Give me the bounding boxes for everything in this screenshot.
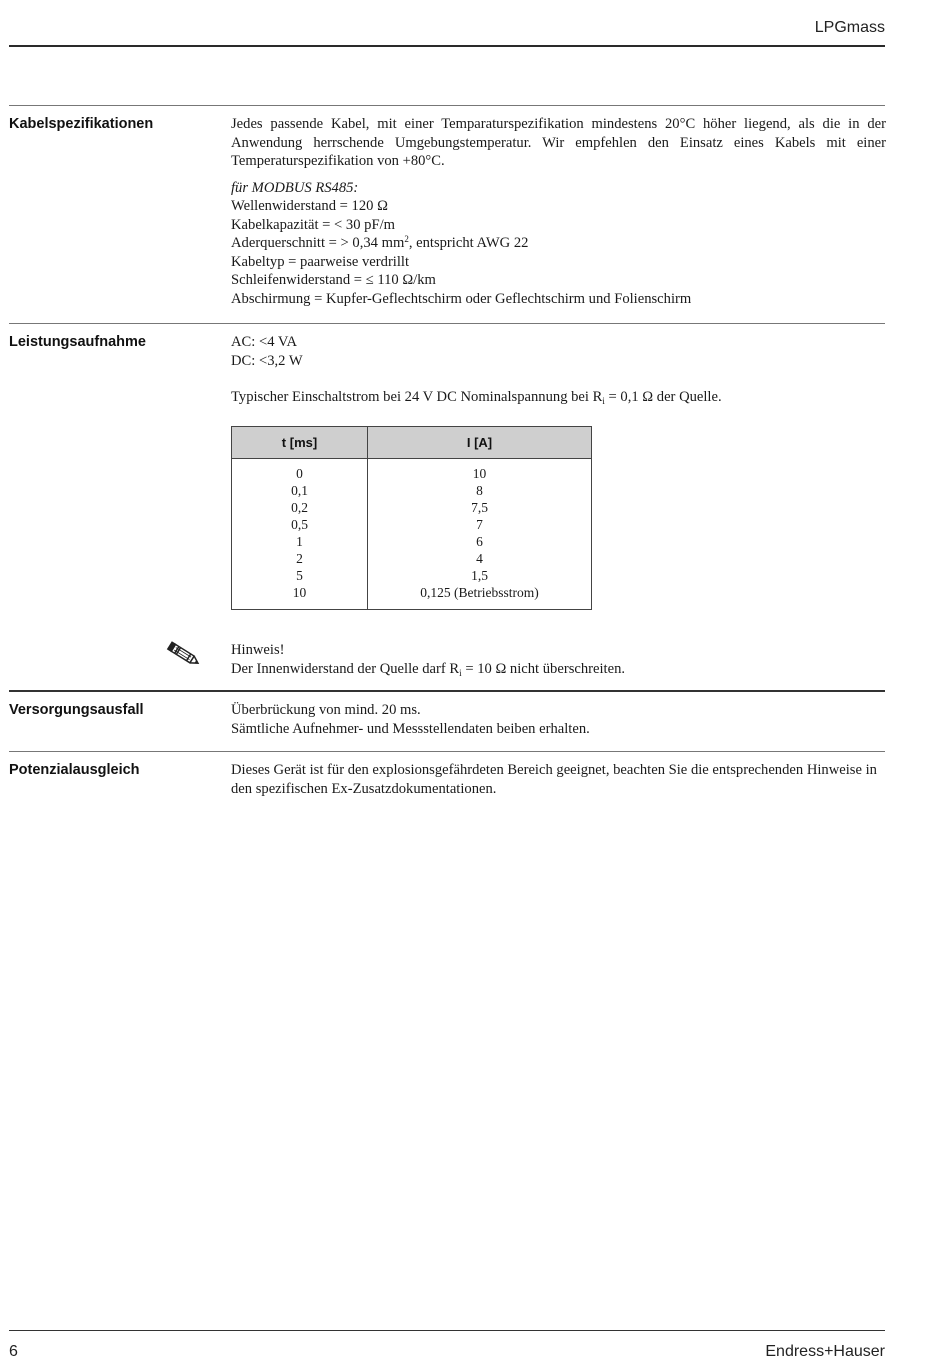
table-cell-current: 8 — [368, 482, 592, 499]
inrush-subscript: i — [602, 396, 605, 406]
table-cell-current: 6 — [368, 533, 592, 550]
inrush-prefix: Typischer Einschaltstrom bei 24 V DC Nominalspannung bei R — [231, 389, 603, 405]
versorgung-section-body — [231, 701, 886, 738]
spec-line-cross-section-suffix: , entspricht AWG 22 — [408, 235, 529, 251]
section-divider — [9, 690, 885, 692]
header-rule — [9, 45, 885, 47]
table-cell-current: 1,5 — [368, 567, 592, 584]
table-cell-time: 0,5 — [232, 516, 368, 533]
section-label-kabelspezifikationen: Kabelspezifikationen — [9, 116, 154, 132]
table-row — [232, 567, 592, 584]
table-header-time: t [ms] — [232, 427, 368, 459]
versorgung-line-1: Überbrückung von mind. 20 ms. — [231, 702, 421, 718]
potenzial-section-body — [231, 761, 886, 798]
versorgung-line-2: Sämtliche Aufnehmer- und Messstellendaten beiben erhalten. — [231, 720, 590, 737]
note-block — [231, 641, 886, 678]
note-text — [231, 660, 886, 679]
spec-line: Kabelkapazität = < 30 pF/m — [231, 216, 395, 233]
note-suffix: = 10 Ω nicht überschreiten. — [461, 660, 626, 677]
kabel-intro-text: Jedes passende Kabel, mit einer Temparaturspezifikation mindestens 20°C höher liegend, als die in der Anwendung herrschende Umgebungstemperatur. Wir empfehlen den Einsatz eines Kabels mit einer Temperaturspezifikation von +80°C. — [231, 116, 886, 169]
note-title: Hinweis! — [231, 642, 285, 658]
section-divider — [9, 323, 885, 324]
table-cell-current: 10 — [368, 459, 592, 483]
table-cell-time: 10 — [232, 584, 368, 610]
kabel-section-body — [231, 115, 886, 308]
leistung-section-body — [231, 333, 886, 407]
section-label-versorgungsausfall: Versorgungsausfall — [9, 702, 144, 718]
modbus-heading: für MODBUS RS485: — [231, 179, 359, 196]
inrush-current-text — [231, 388, 886, 407]
spec-line: Wellenwiderstand = 120 Ω — [231, 198, 388, 214]
footer-brand: Endress+Hauser — [765, 1343, 885, 1360]
footer-rule — [9, 1330, 885, 1331]
note-subscript: i — [459, 667, 462, 678]
table-cell-current: 7,5 — [368, 499, 592, 516]
page-number: 6 — [9, 1343, 18, 1360]
table-cell-time: 0,1 — [232, 482, 368, 499]
table-row — [232, 459, 592, 483]
spec-line: Abschirmung = Kupfer-Geflechtschirm oder Geflechtschirm und Folienschirm — [231, 290, 692, 307]
table-cell-time: 5 — [232, 567, 368, 584]
potenzial-text: Dieses Gerät ist für den explosionsgefährdeten Bereich geeignet, beachten Sie die entsprechenden Hinweise in den spezifischen Ex-Zusatzdokumentationen. — [231, 762, 877, 797]
ac-power: AC: <4 VA — [231, 334, 298, 350]
table-cell-current: 7 — [368, 516, 592, 533]
table-cell-current: 0,125 (Betriebsstrom) — [368, 584, 592, 610]
section-divider — [9, 751, 885, 752]
spec-line: Schleifenwiderstand = ≤ 110 Ω/km — [231, 272, 436, 288]
table-cell-time: 2 — [232, 550, 368, 567]
spec-line: Kabeltyp = paarweise verdrillt — [231, 253, 410, 270]
section-divider — [9, 105, 885, 106]
table-row — [232, 499, 592, 516]
pencil-note-icon — [163, 639, 203, 671]
note-prefix: Der Innenwiderstand der Quelle darf R — [231, 660, 460, 677]
table-cell-time: 0 — [232, 459, 368, 483]
spec-line-cross-section-value: Aderquerschnitt = > 0,34 mm — [231, 235, 405, 251]
table-row — [232, 550, 592, 567]
inrush-suffix: = 0,1 Ω der Quelle. — [604, 389, 722, 405]
inrush-current-table — [231, 426, 592, 610]
section-label-leistungsaufnahme: Leistungsaufnahme — [9, 334, 146, 350]
section-label-potenzialausgleich: Potenzialausgleich — [9, 762, 140, 778]
table-row — [232, 584, 592, 610]
superscript-2: 2 — [404, 234, 409, 244]
table-cell-current: 4 — [368, 550, 592, 567]
table-row — [232, 482, 592, 499]
table-cell-time: 0,2 — [232, 499, 368, 516]
document-header-title: LPGmass — [814, 19, 885, 36]
table-cell-time: 1 — [232, 533, 368, 550]
table-header-current: I [A] — [368, 427, 592, 459]
dc-power: DC: <3,2 W — [231, 352, 303, 369]
table-row — [232, 516, 592, 533]
spec-line-cross-section — [231, 234, 886, 253]
table-row — [232, 533, 592, 550]
table-header-row — [232, 427, 592, 459]
